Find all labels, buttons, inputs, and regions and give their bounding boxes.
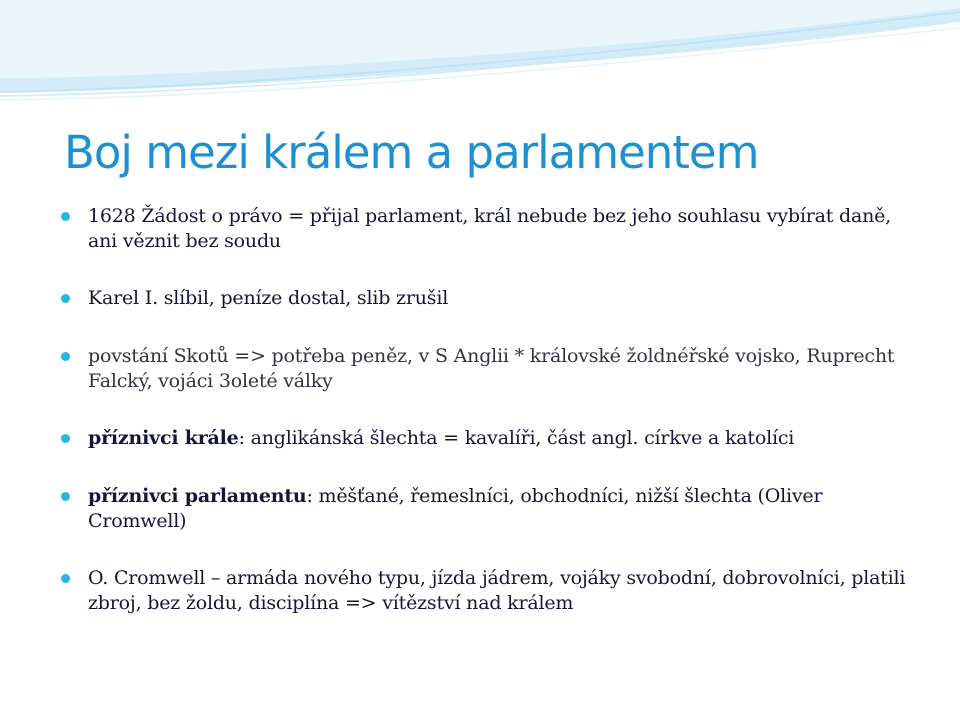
bullet-bold-label: příznivci krále — [88, 427, 239, 449]
bullet-item — [88, 344, 908, 394]
bullet-icon — [61, 434, 70, 443]
bullet-text: 1628 Žádost o právo = přijal parlament, král nebude bez jeho souhlasu vybírat daně, ani věznit bez soudu — [88, 205, 891, 252]
bullet-icon — [61, 294, 70, 303]
bullet-bold-label: příznivci parlamentu — [88, 485, 307, 507]
bullet-icon — [61, 352, 70, 361]
bullet-icon — [61, 212, 70, 221]
bullet-item — [88, 426, 908, 451]
bullet-item — [88, 484, 908, 534]
slide-title: Boj mezi králem a parlamentem — [64, 126, 759, 179]
bullet-text: O. Cromwell – armáda nového typu, jízda jádrem, vojáky svobodní, dobrovolníci, platili zbroj, bez žoldu, disciplína => vítězství nad králem — [88, 567, 906, 614]
bullet-text: : měšťané, řemeslníci, obchodníci, nižší šlechta (Oliver Cromwell) — [88, 485, 823, 532]
bullet-item — [88, 566, 908, 616]
bullet-item — [88, 204, 908, 254]
bullet-item — [88, 286, 908, 311]
bullet-icon — [61, 492, 70, 501]
decorative-wave-header — [0, 0, 960, 110]
bullet-icon — [61, 574, 70, 583]
bullet-text: povstání Skotů => potřeba peněz, v S Anglii * královské žoldnéřské vojsko, Ruprecht Falcký, vojáci 3oleté války — [88, 345, 895, 392]
bullet-text: Karel I. slíbil, peníze dostal, slib zrušil — [88, 287, 449, 309]
bullet-text: : anglikánská šlechta = kavalíři, část angl. církve a katolíci — [238, 427, 795, 449]
